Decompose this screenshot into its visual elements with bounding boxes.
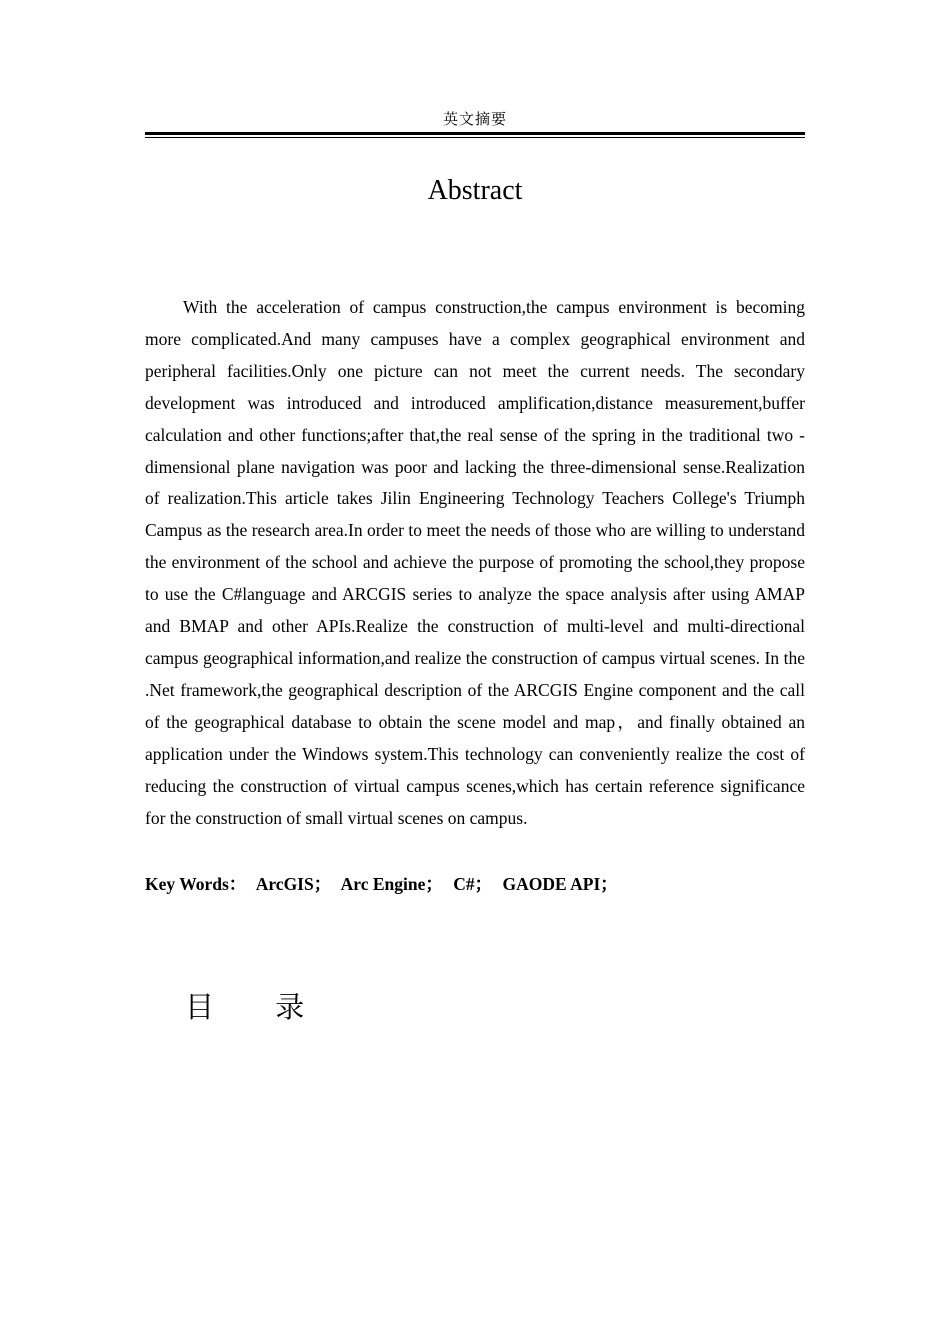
running-header: 英文摘要	[442, 110, 507, 128]
header-rule-thin	[145, 137, 805, 138]
abstract-body: With the acceleration of campus construction,the campus environment is becoming more complicated.And many campuses have a complex geographical environment and peripheral facilities.Only one picture can not meet the current needs. The secondary development was introduced and introduced amplification,distance measurement,buffer calculation and other functions;after that,the real sense of the spring in the traditional two -dimensional plane navigation was poor and lacking the three-dimensional sense.Realization of realization.This article takes Jilin Engineering Technology Teachers College's Triumph Campus as the research area.In order to meet the needs of those who are willing to understand the environment of the school and achieve the purpose of promoting the school,they propose to use the C#language and ARCGIS series to analyze the space analysis after using AMAP and BMAP and other APIs.Realize the construction of multi-level and multi-directional campus geographical information,and realize the construction of campus virtual scenes. In the .Net framework,the geographical description of the ARCGIS Engine component and the call of the geographical database to obtain the scene model and map，and finally obtained an application under the Windows system.This technology can conveniently realize the cost of reducing the construction of virtual campus scenes,which has certain reference significance for the construction of small virtual scenes on campus.	[145, 297, 805, 828]
keyword-item: C#；	[453, 874, 493, 894]
keyword-item: GAODE API；	[502, 874, 618, 894]
header-rule-thick	[145, 132, 805, 135]
abstract-title: Abstract	[427, 175, 523, 206]
toc-title: 目 录	[185, 990, 331, 1024]
keywords-line	[145, 869, 805, 899]
keyword-item: Arc Engine；	[340, 874, 443, 894]
keywords-label: Key Words：	[145, 874, 247, 894]
keyword-item: ArcGIS；	[255, 874, 332, 894]
